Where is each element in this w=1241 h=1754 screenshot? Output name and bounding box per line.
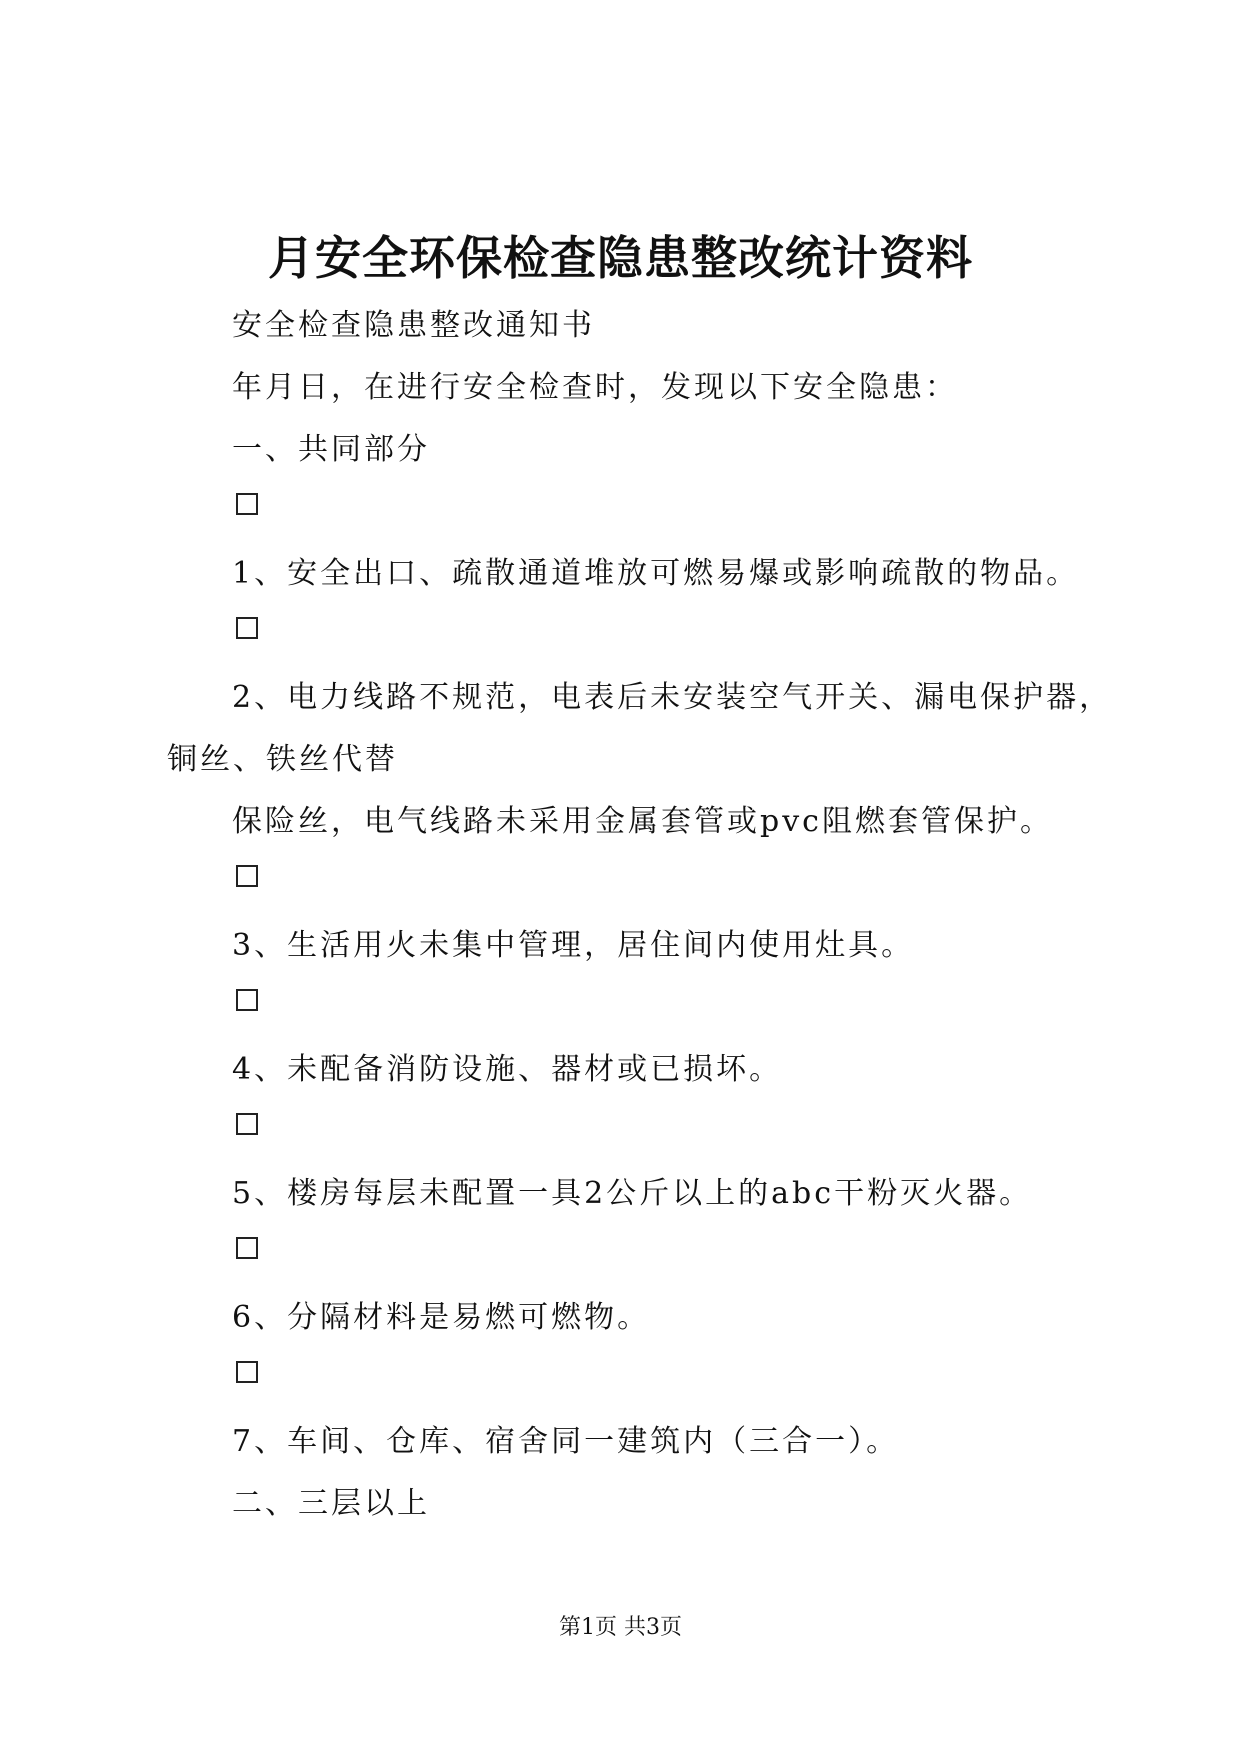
item-2-checkbox[interactable] — [236, 617, 258, 639]
item-6-checkbox[interactable] — [236, 1237, 258, 1259]
item-1: 1、安全出口、疏散通道堆放可燃易爆或影响疏散的物品。 — [232, 556, 1080, 591]
item-2-line-1: 2、电力线路不规范，电表后未安装空气开关、漏电保护器， — [232, 680, 1113, 715]
item-7: 7、车间、仓库、宿舍同一建筑内（三合一）。 — [232, 1424, 900, 1459]
item-5: 5、楼房每层未配置一具2公斤以上的abc干粉灭火器。 — [232, 1176, 1033, 1211]
section-heading-above-three-floors: 二、三层以上 — [232, 1486, 430, 1521]
item-4: 4、未配备消防设施、器材或已损坏。 — [232, 1052, 783, 1087]
section-heading-common: 一、共同部分 — [232, 432, 430, 467]
item-6: 6、分隔材料是易燃可燃物。 — [232, 1300, 651, 1335]
item-4-checkbox[interactable] — [236, 989, 258, 1011]
document-title: 月安全环保检查隐患整改统计资料 — [268, 231, 973, 285]
item-3: 3、生活用火未集中管理，居住间内使用灶具。 — [232, 928, 915, 963]
intro-paragraph: 年月日，在进行安全检查时，发现以下安全隐患： — [232, 370, 958, 405]
item-3-checkbox[interactable] — [236, 865, 258, 887]
item-2-line-2: 铜丝、铁丝代替 — [167, 742, 398, 777]
item-2-line-3: 保险丝，电气线路未采用金属套管或pvc阻燃套管保护。 — [232, 804, 1053, 839]
item-5-checkbox[interactable] — [236, 1113, 258, 1135]
notice-subtitle: 安全检查隐患整改通知书 — [232, 308, 595, 343]
item-7-checkbox[interactable] — [236, 1361, 258, 1383]
item-1-checkbox[interactable] — [236, 493, 258, 515]
page-number: 第1页 共3页 — [559, 1615, 682, 1640]
